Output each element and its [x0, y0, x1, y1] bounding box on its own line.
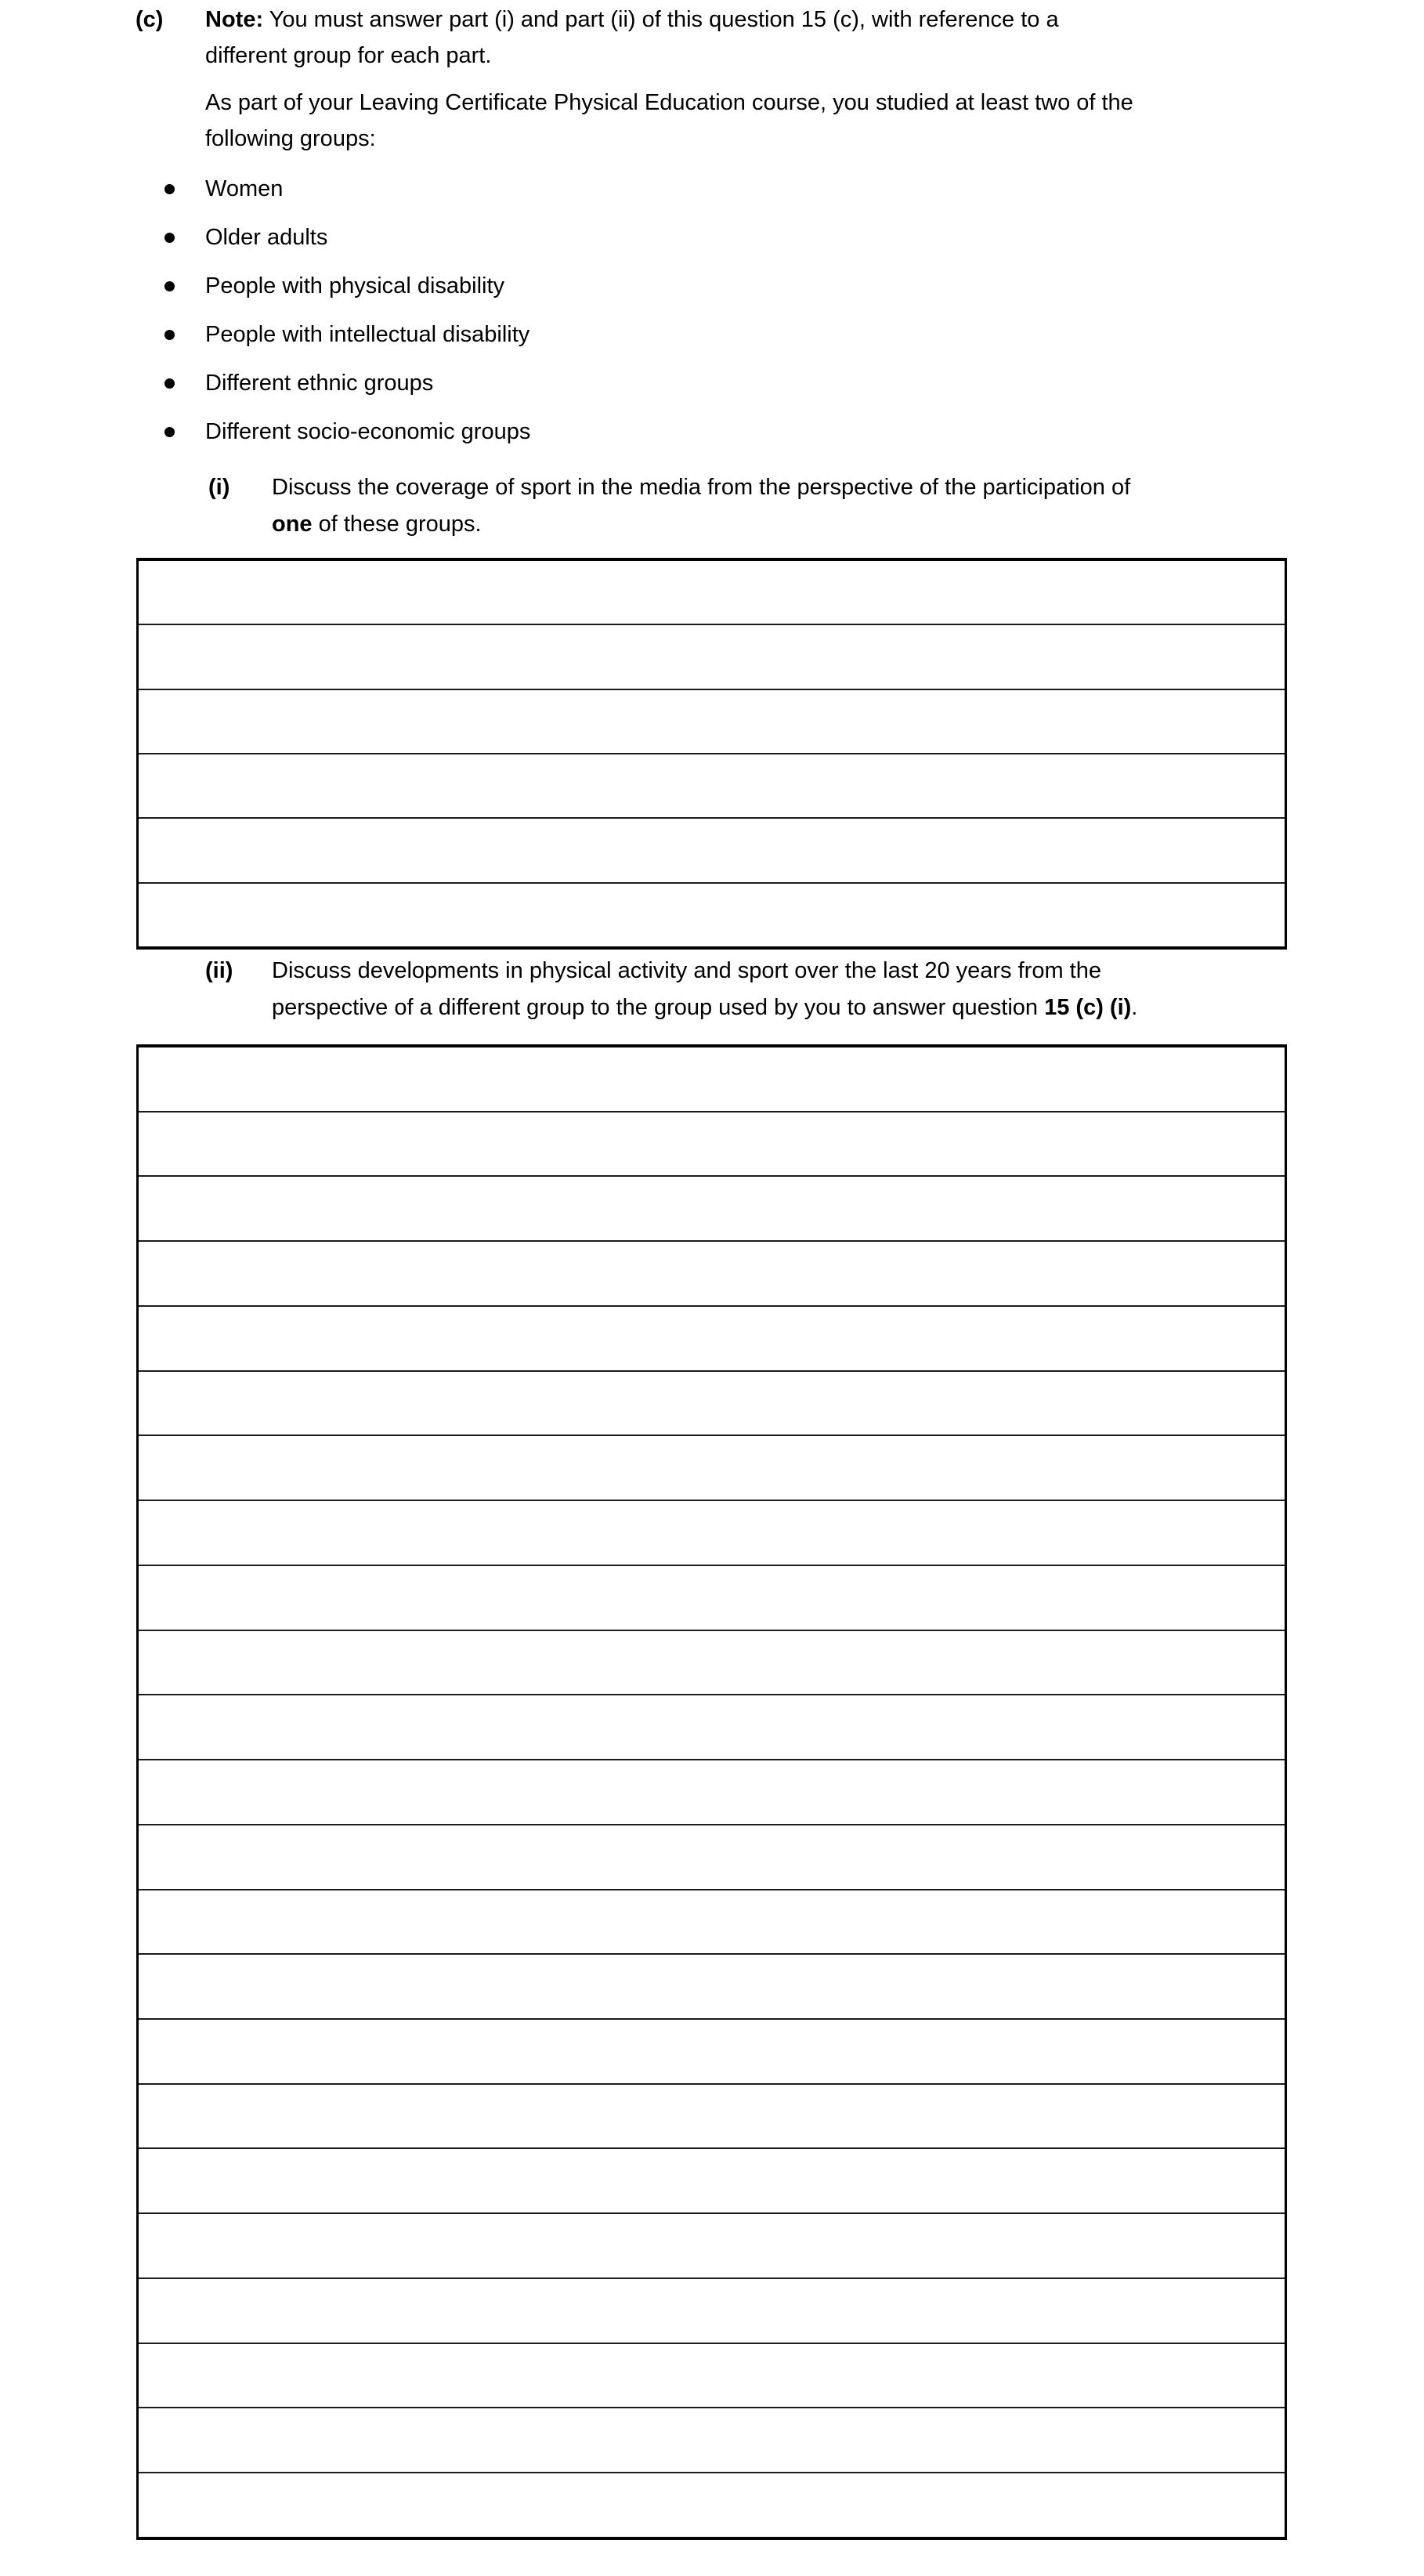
part-c-label: (c)	[136, 7, 164, 32]
list-item	[164, 407, 530, 456]
part-ii-question	[272, 953, 1137, 1026]
answer-line[interactable]	[139, 2344, 1285, 2409]
part-i-question	[272, 469, 1130, 543]
answer-line[interactable]	[139, 2279, 1285, 2344]
answer-line[interactable]	[139, 1436, 1285, 1501]
list-item	[164, 165, 530, 213]
list-item	[164, 310, 530, 359]
answer-line[interactable]	[139, 1501, 1285, 1566]
part-ii-line-1: Discuss developments in physical activity and sport over the last 20 years from the	[272, 958, 1101, 983]
part-i-label: (i)	[208, 475, 230, 500]
answer-line[interactable]	[139, 2020, 1285, 2085]
answer-line[interactable]	[139, 1890, 1285, 1956]
part-i-line-2: one of these groups.	[272, 512, 482, 537]
answer-box-part-ii[interactable]	[136, 1044, 1287, 2540]
note-line-1: Note: You must answer part (i) and part (ii) of this question 15 (c), with reference to a	[205, 7, 1059, 32]
intro-line-2: following groups:	[205, 126, 376, 151]
part-i-line-1: Discuss the coverage of sport in the media from the perspective of the participation of	[272, 475, 1131, 500]
answer-line[interactable]	[139, 2214, 1285, 2279]
answer-line[interactable]	[139, 561, 1285, 625]
group-label: Different socio-economic groups	[205, 418, 531, 444]
answer-line[interactable]	[139, 1695, 1285, 1760]
list-item	[164, 359, 530, 407]
list-item	[164, 213, 530, 262]
bullet-dot-icon	[164, 427, 175, 437]
answer-line[interactable]	[139, 1955, 1285, 2020]
answer-line[interactable]	[139, 1242, 1285, 1307]
answer-line[interactable]	[139, 1760, 1285, 1825]
intro-line-1: As part of your Leaving Certificate Physical Education course, you studied at least two of the	[205, 90, 1133, 115]
note-paragraph	[205, 2, 1059, 74]
answer-line[interactable]	[139, 819, 1285, 883]
answer-line[interactable]	[139, 1047, 1285, 1113]
part-ii-line-2: perspective of a different group to the group used by you to answer question 15 (c) (i).	[272, 995, 1138, 1020]
list-item	[164, 262, 530, 310]
bullet-dot-icon	[164, 281, 175, 291]
bullet-dot-icon	[164, 233, 175, 243]
answer-line[interactable]	[139, 1372, 1285, 1437]
answer-line[interactable]	[139, 1566, 1285, 1631]
answer-line[interactable]	[139, 2473, 1285, 2537]
intro-paragraph	[205, 85, 1133, 157]
answer-line[interactable]	[139, 690, 1285, 754]
answer-line[interactable]	[139, 884, 1285, 946]
group-label: Older adults	[205, 224, 328, 250]
answer-line[interactable]	[139, 2408, 1285, 2473]
part-ii-label: (ii)	[205, 958, 233, 983]
group-label: Women	[205, 175, 284, 201]
answer-line[interactable]	[139, 1307, 1285, 1372]
note-bold-prefix: Note:	[205, 7, 264, 32]
note-line-2: different group for each part.	[205, 43, 492, 68]
groups-bullet-list	[164, 165, 530, 456]
group-label: People with physical disability	[205, 273, 505, 298]
answer-line[interactable]	[139, 754, 1285, 819]
bullet-dot-icon	[164, 378, 175, 389]
answer-line[interactable]	[139, 1631, 1285, 1696]
answer-line[interactable]	[139, 1113, 1285, 1178]
answer-box-part-i[interactable]	[136, 558, 1287, 950]
bullet-dot-icon	[164, 184, 175, 194]
group-label: People with intellectual disability	[205, 321, 530, 347]
answer-line[interactable]	[139, 1825, 1285, 1890]
part-i-bold-word: one	[272, 512, 313, 537]
answer-line[interactable]	[139, 1177, 1285, 1242]
group-label: Different ethnic groups	[205, 370, 434, 396]
answer-line[interactable]	[139, 625, 1285, 689]
answer-line[interactable]	[139, 2085, 1285, 2150]
answer-line[interactable]	[139, 2149, 1285, 2214]
bullet-dot-icon	[164, 330, 175, 340]
part-ii-bold-ref: 15 (c) (i)	[1044, 995, 1132, 1020]
